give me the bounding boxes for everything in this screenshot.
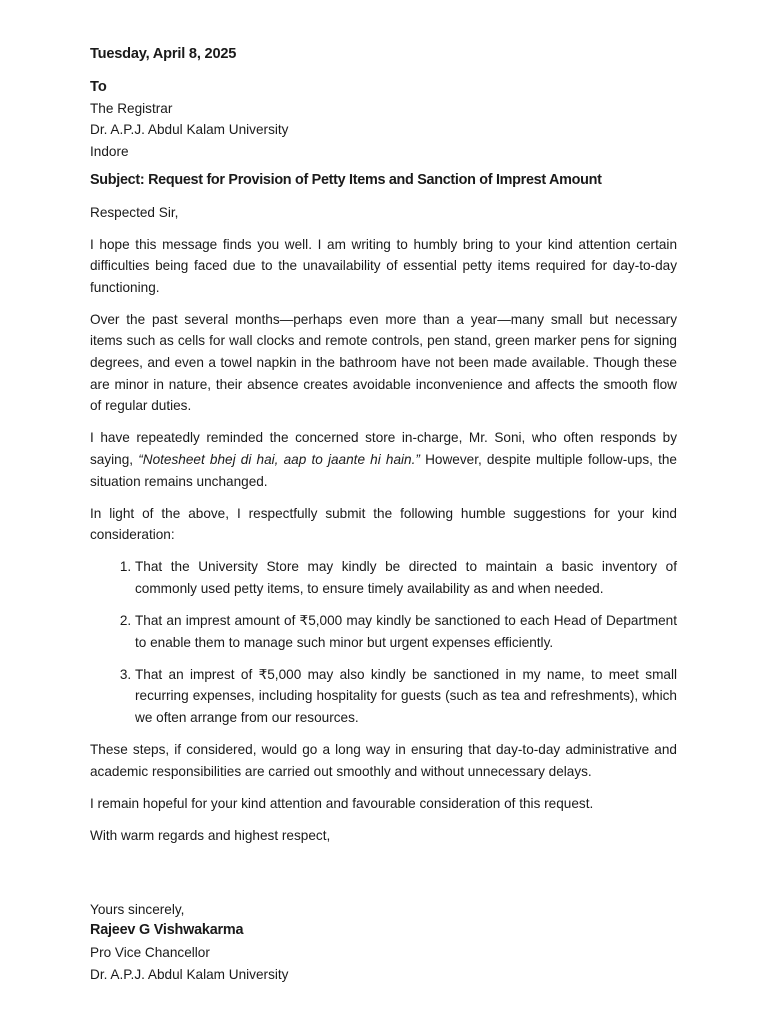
recipient-line-1: The Registrar	[90, 100, 173, 116]
reminder-text-end: However, despite multiple follow-ups, the situation remains unchanged.	[90, 451, 677, 489]
signer-title: Pro Vice Chancellor	[90, 945, 210, 960]
store-incharge-quote: “Notesheet bhej di hai, aap to jaante hi hain.”	[138, 451, 420, 467]
signature-space	[90, 857, 677, 899]
reminder-text-start: I have repeatedly reminded the concerned store in-charge, Mr. Soni, who often responds by saying,	[90, 430, 677, 467]
recipient-line-2: Dr. A.P.J. Abdul Kalam University	[90, 122, 289, 138]
signoff: Yours sincerely,	[90, 901, 185, 917]
signer-organization: Dr. A.P.J. Abdul Kalam University	[90, 966, 289, 982]
paragraph-problem: Over the past several months—perhaps even more than a year—many small but necessary items such as cells for wall clocks and remote controls, pen stand, green marker pens for signing degrees, and even a towel napkin in the bathroom have not been made available. Though these are minor in nature, their absence creates avoidable inconvenience and affects the smooth flow of regular duties.	[90, 311, 677, 414]
salutation: Respected Sir,	[90, 204, 179, 220]
recipient-address	[90, 98, 677, 163]
suggestion-item: 3. That an imprest of ₹5,000 may also kindly be sanctioned in my name, to meet small recurring expenses, including hospitality for guests (such as tea and refreshments), which we often arrange from our resources.	[135, 664, 677, 729]
to-label: To	[90, 78, 107, 95]
paragraph-benefits: These steps, if considered, would go a long way in ensuring that day-to-day administrative and academic responsibilities are carried out smoothly and without unnecessary delays.	[90, 741, 677, 779]
letter-date: Tuesday, April 8, 2025	[90, 46, 237, 62]
suggestion-item: 2. That an imprest amount of ₹5,000 may kindly be sanctioned to each Head of Department to enable them to manage such minor but urgent expenses efficiently.	[135, 610, 677, 653]
signer-name: Rajeev G Vishwakarma	[90, 922, 244, 939]
paragraph-reminder	[90, 427, 677, 492]
closing-line: With warm regards and highest respect,	[90, 827, 331, 843]
paragraph-intro: I hope this message finds you well. I am writing to humbly bring to your kind attention certain difficulties being faced due to the unavailability of essential petty items required for day-to-day functioning.	[90, 236, 677, 295]
letter-document	[90, 44, 677, 985]
letter-subject: Subject: Request for Provision of Petty Items and Sanction of Imprest Amount	[90, 172, 602, 189]
recipient-line-3: Indore	[90, 143, 129, 159]
suggestion-item: 1. That the University Store may kindly be directed to maintain a basic inventory of commonly used petty items, to ensure timely availability as and when needed.	[135, 556, 677, 599]
suggestions-list	[90, 556, 677, 728]
paragraph-suggestions-intro: In light of the above, I respectfully submit the following humble suggestions for your kind consideration:	[90, 505, 677, 543]
paragraph-hope: I remain hopeful for your kind attention and favourable consideration of this request.	[90, 795, 594, 811]
